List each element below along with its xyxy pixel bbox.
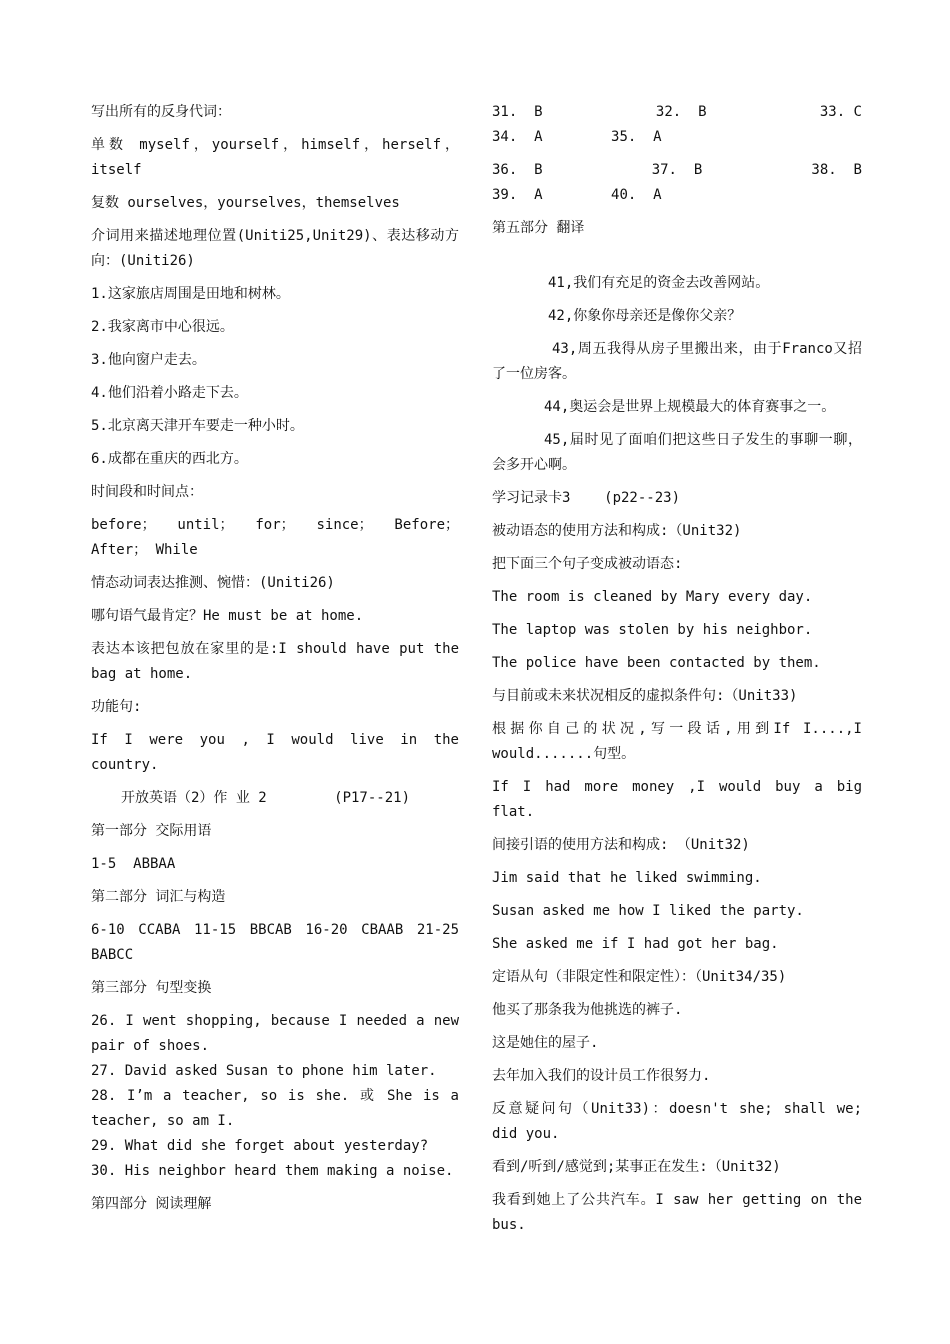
right-column bbox=[492, 100, 862, 1246]
answer: 37. B bbox=[651, 162, 703, 178]
text-line: Jim said that he liked swimming. bbox=[492, 870, 762, 886]
answer: 38. B bbox=[811, 162, 862, 178]
left-column bbox=[91, 100, 459, 1225]
homework-title: 开放英语（2）作 业 2 (P17--21) bbox=[121, 790, 411, 806]
section-title: 第三部分 句型变换 bbox=[91, 980, 212, 996]
answer: 36. B bbox=[492, 162, 543, 178]
text-line: If I had more money ,I would buy a big flat. bbox=[492, 779, 862, 820]
section-title: 第五部分 翻译 bbox=[492, 220, 585, 236]
text-line: The police have been contacted by them. bbox=[492, 655, 821, 671]
answer: 32. B bbox=[655, 104, 707, 120]
section-title: 学习记录卡3 (p22--23) bbox=[492, 490, 681, 506]
text-line: She asked me if I had got her bag. bbox=[492, 936, 779, 952]
answer: 34. A bbox=[492, 129, 543, 145]
reading-answer-row bbox=[492, 183, 862, 208]
list-item: 29. What did she forget about yesterday? bbox=[91, 1138, 429, 1154]
translation-item: 43,周五我得从房子里搬出来，由于Franco又招了一位房客。 bbox=[492, 341, 862, 382]
text-line: 间接引语的使用方法和构成: （Unit32) bbox=[492, 837, 750, 853]
answer: 39. A bbox=[492, 187, 543, 203]
text-line: 写出所有的反身代词： bbox=[91, 104, 231, 120]
text-line: 哪句语气最肯定？He must be at home. bbox=[91, 608, 364, 624]
answer-line: 1-5 ABBAA bbox=[91, 856, 176, 872]
text-line: 我看到她上了公共汽车。I saw her getting on the bus. bbox=[492, 1192, 862, 1233]
answer-line: 6-10 CCABA 11-15 BBCAB 16-20 CBAAB 21-25 BABCC bbox=[91, 922, 459, 963]
text-line: 被动语态的使用方法和构成:（Unit32) bbox=[492, 523, 742, 539]
text-line: 看到/听到/感觉到;某事正在发生:（Unit32) bbox=[492, 1159, 781, 1175]
text-line: 表达本该把包放在家里的是:I should have put the bag at home. bbox=[91, 641, 459, 682]
text-line: 把下面三个句子变成被动语态: bbox=[492, 556, 683, 572]
answer: 31. B bbox=[492, 104, 543, 120]
text-line: 他买了那条我为他挑选的裤子. bbox=[492, 1002, 683, 1018]
translation-item: 42,你象你母亲还是像你父亲？ bbox=[548, 308, 742, 324]
text-line: 反意疑问句（Unit33)：doesn't she; shall we; did you. bbox=[492, 1101, 862, 1142]
reading-answer-row bbox=[492, 125, 862, 150]
text-line: 4.他们沿着小路走下去。 bbox=[91, 385, 248, 401]
list-item: 28. I’m a teacher, so is she. 或 She is a teacher, so am I. bbox=[91, 1088, 459, 1129]
reading-answer-row bbox=[492, 158, 862, 183]
section-title: 第一部分 交际用语 bbox=[91, 823, 212, 839]
answer: 40. A bbox=[611, 187, 662, 203]
answer: 33. C bbox=[819, 104, 862, 120]
text-line: 2.我家离市中心很远。 bbox=[91, 319, 234, 335]
text-line: 定语从句（非限定性和限定性）：（Unit34/35) bbox=[492, 969, 787, 985]
text-line: 情态动词表达推测、惋惜：(Uniti26) bbox=[91, 575, 335, 591]
list-item: 26. I went shopping, because I needed a new pair of shoes. bbox=[91, 1013, 459, 1054]
text-line: 介词用来描述地理位置(Uniti25,Unit29)、表达移动方向：(Uniti26) bbox=[91, 228, 459, 269]
list-item: 27. David asked Susan to phone him later. bbox=[91, 1063, 437, 1079]
list-item: 30. His neighbor heard them making a noise. bbox=[91, 1163, 454, 1179]
text-line: 时间段和时间点： bbox=[91, 484, 203, 500]
translation-item: 45,届时见了面咱们把这些日子发生的事聊一聊，会多开心啊。 bbox=[492, 432, 862, 473]
text-line: 复数 ourselves，yourselves，themselves bbox=[91, 195, 400, 211]
section-title: 第二部分 词汇与构造 bbox=[91, 889, 226, 905]
text-line: 与目前或未来状况相反的虚拟条件句:（Unit33) bbox=[492, 688, 798, 704]
text-line: 单数 myself，yourself，himself，herself，itself bbox=[91, 137, 459, 178]
translation-item: 41,我们有充足的资金去改善网站。 bbox=[548, 275, 770, 291]
text-line: 根据你自己的状况,写一段话,用到If I....,I would.......句型。 bbox=[492, 721, 862, 762]
text-line: 3.他向窗户走去。 bbox=[91, 352, 206, 368]
text-line: 功能句: bbox=[91, 699, 142, 715]
text-line: If I were you , I would live in the country. bbox=[91, 732, 459, 773]
text-line: The room is cleaned by Mary every day. bbox=[492, 589, 813, 605]
translation-item: 44,奥运会是世界上规模最大的体育赛事之一。 bbox=[544, 399, 836, 415]
text-line: 5.北京离天津开车要走一种小时。 bbox=[91, 418, 304, 434]
spacer bbox=[492, 249, 862, 271]
text-line: The laptop was stolen by his neighbor. bbox=[492, 622, 813, 638]
answer: 35. A bbox=[611, 129, 662, 145]
text-line: Susan asked me how I liked the party. bbox=[492, 903, 804, 919]
text-line: 这是她住的屋子. bbox=[492, 1035, 599, 1051]
text-line: 去年加入我们的设计员工作很努力. bbox=[492, 1068, 711, 1084]
section-title: 第四部分 阅读理解 bbox=[91, 1196, 212, 1212]
reading-answer-row bbox=[492, 100, 862, 125]
text-line: 6.成都在重庆的西北方。 bbox=[91, 451, 248, 467]
text-line: before； until； for； since； Before；After； While bbox=[91, 517, 459, 558]
text-line: 1.这家旅店周围是田地和树林。 bbox=[91, 286, 290, 302]
